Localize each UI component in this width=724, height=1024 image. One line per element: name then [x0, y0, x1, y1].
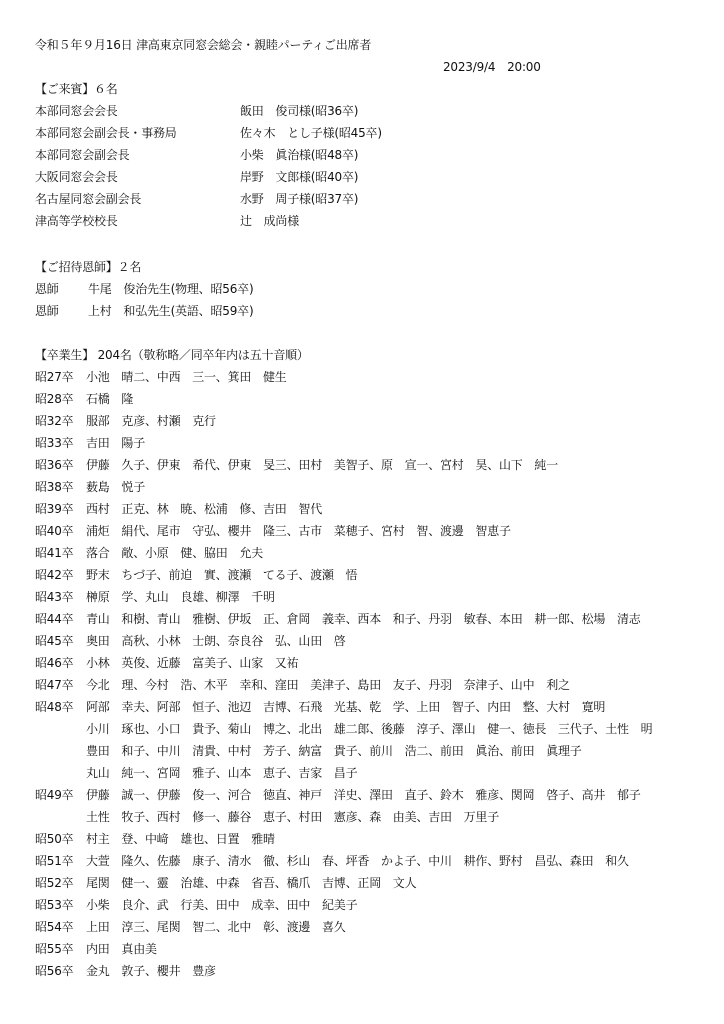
graduate-names: 金丸 敦子、櫻井 豊彦 — [86, 964, 216, 978]
graduates-heading: 【卒業生】 204名（敬称略／同卒年内は五十音順） — [35, 348, 309, 362]
graduate-names: 大萱 隆久、佐藤 康子、清水 徹、杉山 春、坪香 かよ子、中川 耕作、野村 昌弘、森田 和久 — [86, 854, 629, 868]
graduation-year: 昭55卒 — [35, 942, 74, 956]
guest-name: 佐々木 とし子様(昭45卒) — [240, 126, 382, 140]
graduate-names-continued: 豊田 和子、中川 清貴、中村 芳子、納富 貴子、前川 浩二、前田 眞治、前田 眞理子 — [86, 744, 582, 758]
teacher-label: 恩師 — [35, 282, 59, 296]
teachers-heading: 【ご招待恩師】２名 — [35, 260, 142, 274]
graduate-names: 上田 淳三、尾関 智二、北中 彰、渡邊 喜久 — [86, 920, 346, 934]
graduate-names: 石橋 隆 — [86, 392, 134, 406]
graduate-names: 浦炬 絹代、尾市 守弘、櫻井 隆三、古市 菜穂子、宮村 智、渡邊 智恵子 — [86, 524, 511, 538]
graduation-year: 昭32卒 — [35, 414, 74, 428]
graduate-names: 服部 克彦、村瀬 克行 — [86, 414, 216, 428]
graduation-year: 昭48卒 — [35, 700, 74, 714]
graduation-year: 昭44卒 — [35, 612, 74, 626]
document-timestamp: 2023/9/4 20:00 — [443, 60, 541, 74]
teacher-name: 上村 和弘先生(英語、昭59卒) — [88, 304, 254, 318]
guest-role: 本部同窓会副会長・事務局 — [35, 126, 177, 140]
graduation-year: 昭53卒 — [35, 898, 74, 912]
graduate-names: 伊藤 久子、伊東 希代、伊東 旻三、田村 美智子、原 宣一、宮村 昊、山下 純一 — [86, 458, 559, 472]
guests-heading: 【ご来賓】６名 — [35, 82, 118, 96]
graduation-year: 昭41卒 — [35, 546, 74, 560]
graduation-year: 昭42卒 — [35, 568, 74, 582]
graduation-year: 昭28卒 — [35, 392, 74, 406]
guest-role: 津高等学校校長 — [35, 214, 118, 228]
graduation-year: 昭51卒 — [35, 854, 74, 868]
graduate-names: 落合 敞、小原 健、脇田 允夫 — [86, 546, 264, 560]
graduation-year: 昭38卒 — [35, 480, 74, 494]
graduate-names: 伊藤 誠一、伊藤 俊一、河合 徳直、神戸 洋史、澤田 直子、鈴木 雅彦、関岡 啓子、高井 郁子 — [86, 788, 641, 802]
guest-role: 本部同窓会会長 — [35, 104, 118, 118]
graduate-names: 小林 英俊、近藤 富美子、山家 又祐 — [86, 656, 299, 670]
graduate-names-continued: 土性 牧子、西村 修一、藤谷 恵子、村田 憲彦、森 由美、吉田 万里子 — [86, 810, 500, 824]
graduate-names: 吉田 陽子 — [86, 436, 146, 450]
guest-role: 名古屋同窓会副会長 — [35, 192, 142, 206]
graduation-year: 昭33卒 — [35, 436, 74, 450]
graduate-names: 阿部 幸夫、阿部 恒子、池辺 吉博、石飛 光基、乾 学、上田 智子、内田 整、大村 寛明 — [86, 700, 606, 714]
graduation-year: 昭43卒 — [35, 590, 74, 604]
document-title: 令和５年９月16日 津高東京同窓会総会・親睦パーティご出席者 — [35, 38, 372, 52]
graduate-names: 村主 登、中﨑 雄也、日置 雅晴 — [86, 832, 275, 846]
graduation-year: 昭52卒 — [35, 876, 74, 890]
graduate-names: 西村 正克、林 暁、松浦 修、吉田 智代 — [86, 502, 323, 516]
graduate-names: 小柴 良介、武 行美、田中 成幸、田中 紀美子 — [86, 898, 358, 912]
teacher-label: 恩師 — [35, 304, 59, 318]
teacher-name: 牛尾 俊治先生(物理、昭56卒) — [88, 282, 254, 296]
graduation-year: 昭56卒 — [35, 964, 74, 978]
guest-role: 本部同窓会副会長 — [35, 148, 130, 162]
guest-name: 辻 成尚様 — [240, 214, 300, 228]
graduate-names: 榊原 学、丸山 良雄、柳澤 千明 — [86, 590, 275, 604]
graduate-names: 青山 和樹、青山 雅樹、伊坂 正、倉岡 義幸、西本 和子、丹羽 敏春、本田 耕一郎、松場 清志 — [86, 612, 641, 626]
graduation-year: 昭40卒 — [35, 524, 74, 538]
guest-name: 岸野 文郎様(昭40卒) — [240, 170, 359, 184]
graduate-names: 今北 理、今村 浩、木平 幸和、窪田 美津子、島田 友子、丹羽 奈津子、山中 利之 — [86, 678, 570, 692]
guest-name: 水野 周子様(昭37卒) — [240, 192, 359, 206]
graduation-year: 昭47卒 — [35, 678, 74, 692]
graduation-year: 昭39卒 — [35, 502, 74, 516]
graduation-year: 昭46卒 — [35, 656, 74, 670]
graduate-names: 小池 晴二、中西 三一、箕田 健生 — [86, 370, 287, 384]
guest-name: 飯田 俊司様(昭36卒) — [240, 104, 359, 118]
graduation-year: 昭36卒 — [35, 458, 74, 472]
graduate-names: 薮島 悦子 — [86, 480, 146, 494]
guest-name: 小柴 眞治様(昭48卒) — [240, 148, 359, 162]
graduate-names: 尾関 健一、靈 治雄、中森 省吾、橋爪 吉博、正岡 文人 — [86, 876, 417, 890]
graduate-names-continued: 丸山 純一、宮岡 雅子、山本 恵子、吉家 昌子 — [86, 766, 358, 780]
graduate-names: 野末 ちづ子、前迫 實、渡瀬 てる子、渡瀬 悟 — [86, 568, 358, 582]
guest-role: 大阪同窓会会長 — [35, 170, 118, 184]
graduate-names-continued: 小川 琢也、小口 貴予、菊山 博之、北出 雄二郎、後藤 淳子、澤山 健一、徳長 三代子、土性 明 — [86, 722, 653, 736]
graduation-year: 昭49卒 — [35, 788, 74, 802]
graduation-year: 昭45卒 — [35, 634, 74, 648]
graduate-names: 奥田 高秋、小林 士朗、奈良谷 弘、山田 啓 — [86, 634, 346, 648]
graduation-year: 昭27卒 — [35, 370, 74, 384]
graduation-year: 昭54卒 — [35, 920, 74, 934]
graduate-names: 内田 真由美 — [86, 942, 157, 956]
graduation-year: 昭50卒 — [35, 832, 74, 846]
